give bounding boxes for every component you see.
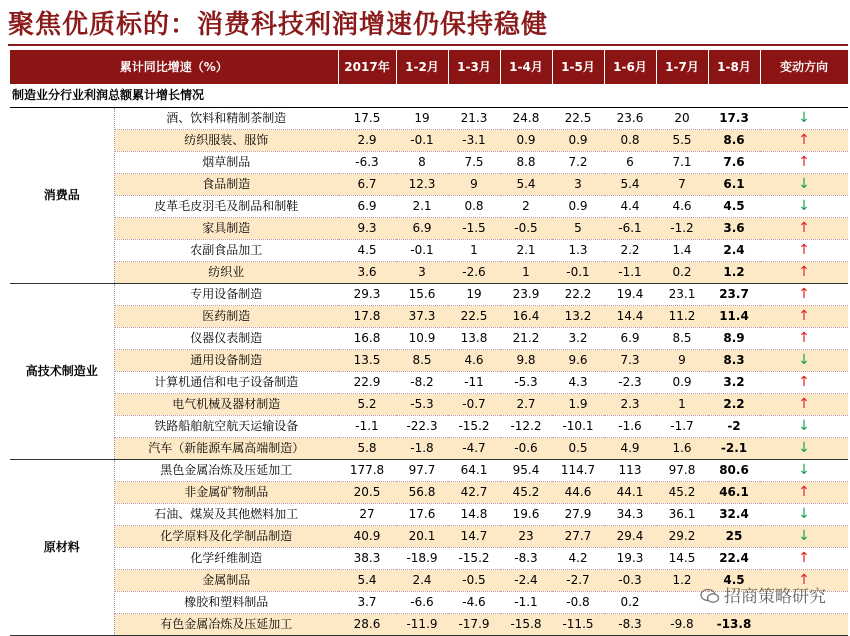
value-cell: 7.2 xyxy=(552,152,604,174)
header-cell: 变动方向 xyxy=(760,50,848,84)
table-row xyxy=(10,504,848,526)
value-cell: -6.6 xyxy=(396,592,448,614)
value-cell: 5.8 xyxy=(338,438,396,460)
value-cell: 4.5 xyxy=(338,240,396,262)
value-cell: 23.1 xyxy=(656,284,708,306)
value-cell: 20 xyxy=(656,108,708,130)
value-cell: 13.8 xyxy=(448,328,500,350)
value-cell: 177.8 xyxy=(338,460,396,482)
value-cell: 40.9 xyxy=(338,526,396,548)
value-cell: 1 xyxy=(656,394,708,416)
value-cell: 114.7 xyxy=(552,460,604,482)
value-cell: -1.1 xyxy=(500,592,552,614)
wechat-icon xyxy=(700,588,720,604)
industry-name: 医药制造 xyxy=(114,306,338,328)
arrow-up-icon: ↑ xyxy=(760,372,848,394)
industry-name: 计算机通信和电子设备制造 xyxy=(114,372,338,394)
value-cell: 9.3 xyxy=(338,218,396,240)
table-row xyxy=(10,614,848,636)
industry-name: 化学原料及化学制品制造 xyxy=(114,526,338,548)
value-cell: 16.8 xyxy=(338,328,396,350)
value-cell: 9 xyxy=(448,174,500,196)
value-cell: 6.9 xyxy=(338,196,396,218)
value-cell: 29.4 xyxy=(604,526,656,548)
value-cell: 3.2 xyxy=(552,328,604,350)
value-cell: -1.1 xyxy=(338,416,396,438)
value-cell: -5.3 xyxy=(500,372,552,394)
value-cell: -22.3 xyxy=(396,416,448,438)
header-cell: 1-5月 xyxy=(552,50,604,84)
value-cell: 25 xyxy=(708,526,760,548)
value-cell: -12.2 xyxy=(500,416,552,438)
value-cell: 38.3 xyxy=(338,548,396,570)
industry-name: 化学纤维制造 xyxy=(114,548,338,570)
arrow-down-icon: ↓ xyxy=(760,350,848,372)
value-cell: -0.5 xyxy=(448,570,500,592)
value-cell: -18.9 xyxy=(396,548,448,570)
value-cell: 1.2 xyxy=(656,570,708,592)
value-cell: 12.3 xyxy=(396,174,448,196)
value-cell: -2.4 xyxy=(500,570,552,592)
value-cell: 6 xyxy=(604,152,656,174)
value-cell: 21.2 xyxy=(500,328,552,350)
value-cell: 22.4 xyxy=(708,548,760,570)
header-cell: 1-4月 xyxy=(500,50,552,84)
value-cell: 32.4 xyxy=(708,504,760,526)
value-cell: 2.1 xyxy=(396,196,448,218)
value-cell: -6.1 xyxy=(604,218,656,240)
value-cell: -4.6 xyxy=(448,592,500,614)
arrow-up-icon: ↑ xyxy=(760,548,848,570)
value-cell: 7.6 xyxy=(708,152,760,174)
arrow-down-icon: ↓ xyxy=(760,174,848,196)
value-cell: -2.6 xyxy=(448,262,500,284)
table-row xyxy=(10,130,848,152)
table-row xyxy=(10,394,848,416)
value-cell: 3 xyxy=(396,262,448,284)
value-cell: 0.9 xyxy=(552,130,604,152)
value-cell: -13.8 xyxy=(708,614,760,636)
value-cell: 23 xyxy=(500,526,552,548)
arrow-up-icon: ↑ xyxy=(760,482,848,504)
value-cell: 0.9 xyxy=(552,196,604,218)
table-row xyxy=(10,108,848,130)
value-cell: 8.3 xyxy=(708,350,760,372)
value-cell: 45.2 xyxy=(500,482,552,504)
value-cell: 4.5 xyxy=(708,196,760,218)
value-cell: 4.6 xyxy=(656,196,708,218)
value-cell: 19.4 xyxy=(604,284,656,306)
value-cell: -1.5 xyxy=(448,218,500,240)
value-cell: 10.9 xyxy=(396,328,448,350)
arrow-down-icon xyxy=(760,614,848,636)
value-cell: -1.7 xyxy=(656,416,708,438)
header-cell: 累计同比增速（%） xyxy=(10,50,338,84)
group-label: 原材料 xyxy=(10,460,114,636)
value-cell: 45.2 xyxy=(656,482,708,504)
value-cell: 27 xyxy=(338,504,396,526)
value-cell: 0.2 xyxy=(656,262,708,284)
table-row xyxy=(10,262,848,284)
value-cell: -8.2 xyxy=(396,372,448,394)
industry-name: 仪器仪表制造 xyxy=(114,328,338,350)
value-cell: 5.4 xyxy=(338,570,396,592)
value-cell: 9 xyxy=(656,350,708,372)
value-cell: 2.7 xyxy=(500,394,552,416)
value-cell: 44.6 xyxy=(552,482,604,504)
header-cell: 2017年 xyxy=(338,50,396,84)
value-cell: 14.5 xyxy=(656,548,708,570)
value-cell: 34.3 xyxy=(604,504,656,526)
industry-name: 黑色金属冶炼及压延加工 xyxy=(114,460,338,482)
arrow-down-icon: ↓ xyxy=(760,196,848,218)
industry-name: 纺织服装、服饰 xyxy=(114,130,338,152)
value-cell: 5.4 xyxy=(604,174,656,196)
value-cell: 7.1 xyxy=(656,152,708,174)
table-row xyxy=(10,460,848,482)
value-cell: 27.9 xyxy=(552,504,604,526)
value-cell: 1.9 xyxy=(552,394,604,416)
arrow-up-icon: ↑ xyxy=(760,306,848,328)
value-cell: 22.2 xyxy=(552,284,604,306)
value-cell: 1.2 xyxy=(708,262,760,284)
value-cell: 1 xyxy=(500,262,552,284)
value-cell: 1.3 xyxy=(552,240,604,262)
value-cell: 5.5 xyxy=(656,130,708,152)
value-cell: 17.6 xyxy=(396,504,448,526)
value-cell: 7 xyxy=(656,174,708,196)
value-cell: -0.1 xyxy=(396,240,448,262)
value-cell: 0.8 xyxy=(604,130,656,152)
value-cell: 29.3 xyxy=(338,284,396,306)
value-cell: 7.5 xyxy=(448,152,500,174)
value-cell: 97.7 xyxy=(396,460,448,482)
value-cell: 13.5 xyxy=(338,350,396,372)
table-row xyxy=(10,196,848,218)
title-divider xyxy=(8,44,848,46)
value-cell: 44.1 xyxy=(604,482,656,504)
arrow-up-icon: ↑ xyxy=(760,152,848,174)
value-cell: 20.5 xyxy=(338,482,396,504)
value-cell: 6.7 xyxy=(338,174,396,196)
value-cell: -6.3 xyxy=(338,152,396,174)
value-cell: 4.9 xyxy=(604,438,656,460)
value-cell: -11 xyxy=(448,372,500,394)
arrow-up-icon: ↑ xyxy=(760,328,848,350)
group-label: 消费品 xyxy=(10,108,114,284)
arrow-up-icon: ↑ xyxy=(760,218,848,240)
value-cell: -0.5 xyxy=(500,218,552,240)
value-cell: -2 xyxy=(708,416,760,438)
value-cell: 22.5 xyxy=(552,108,604,130)
value-cell: -2.1 xyxy=(708,438,760,460)
value-cell: 4.4 xyxy=(604,196,656,218)
table-row xyxy=(10,218,848,240)
section-row xyxy=(10,84,848,108)
table-row xyxy=(10,350,848,372)
value-cell: -8.3 xyxy=(604,614,656,636)
industry-name: 酒、饮料和精制茶制造 xyxy=(114,108,338,130)
value-cell: 2.9 xyxy=(338,130,396,152)
value-cell: 15.6 xyxy=(396,284,448,306)
table-row xyxy=(10,416,848,438)
industry-name: 农副食品加工 xyxy=(114,240,338,262)
industry-name: 专用设备制造 xyxy=(114,284,338,306)
group-label: 高技术制造业 xyxy=(10,284,114,460)
value-cell: 3.6 xyxy=(708,218,760,240)
industry-name: 食品制造 xyxy=(114,174,338,196)
value-cell: 2.3 xyxy=(604,394,656,416)
value-cell: 4.6 xyxy=(448,350,500,372)
table-row xyxy=(10,328,848,350)
value-cell: -2.7 xyxy=(552,570,604,592)
value-cell: 8.5 xyxy=(656,328,708,350)
header-cell: 1-3月 xyxy=(448,50,500,84)
page-title: 聚焦优质标的：消费科技利润增速仍保持稳健 xyxy=(8,10,549,40)
header-row xyxy=(10,50,848,84)
value-cell: 2.2 xyxy=(708,394,760,416)
value-cell: -1.6 xyxy=(604,416,656,438)
value-cell: -9.8 xyxy=(656,614,708,636)
value-cell: 2.4 xyxy=(708,240,760,262)
value-cell: 8.9 xyxy=(708,328,760,350)
value-cell: -1.8 xyxy=(396,438,448,460)
value-cell: -4.7 xyxy=(448,438,500,460)
value-cell: 8.8 xyxy=(500,152,552,174)
value-cell: 1.4 xyxy=(656,240,708,262)
industry-name: 汽车（新能源车属高端制造） xyxy=(114,438,338,460)
value-cell: -0.7 xyxy=(448,394,500,416)
value-cell: -8.3 xyxy=(500,548,552,570)
value-cell: 1.6 xyxy=(656,438,708,460)
value-cell: 97.8 xyxy=(656,460,708,482)
arrow-down-icon: ↓ xyxy=(760,438,848,460)
value-cell: -3.1 xyxy=(448,130,500,152)
value-cell: -0.6 xyxy=(500,438,552,460)
value-cell: 4.2 xyxy=(552,548,604,570)
value-cell: -11.9 xyxy=(396,614,448,636)
value-cell: -15.2 xyxy=(448,548,500,570)
value-cell: 27.7 xyxy=(552,526,604,548)
value-cell: 113 xyxy=(604,460,656,482)
value-cell: 14.4 xyxy=(604,306,656,328)
value-cell: -10.1 xyxy=(552,416,604,438)
table-row xyxy=(10,174,848,196)
arrow-up-icon: ↑ xyxy=(760,284,848,306)
value-cell: 56.8 xyxy=(396,482,448,504)
table-row xyxy=(10,438,848,460)
arrow-up-icon: ↑ xyxy=(760,240,848,262)
value-cell: -17.9 xyxy=(448,614,500,636)
value-cell: 19 xyxy=(396,108,448,130)
watermark-text: 招商策略研究 xyxy=(724,587,826,607)
value-cell: 17.5 xyxy=(338,108,396,130)
value-cell: 3.2 xyxy=(708,372,760,394)
arrow-down-icon: ↓ xyxy=(760,416,848,438)
value-cell: 4.5 xyxy=(708,570,760,592)
value-cell: 5 xyxy=(552,218,604,240)
table-row xyxy=(10,526,848,548)
value-cell: -15.2 xyxy=(448,416,500,438)
arrow-down-icon: ↓ xyxy=(760,526,848,548)
value-cell: -0.1 xyxy=(396,130,448,152)
industry-name: 通用设备制造 xyxy=(114,350,338,372)
value-cell: 22.5 xyxy=(448,306,500,328)
value-cell: 95.4 xyxy=(500,460,552,482)
watermark xyxy=(700,582,826,607)
header-cell: 1-2月 xyxy=(396,50,448,84)
profit-growth-table xyxy=(10,50,849,636)
value-cell: 2 xyxy=(500,196,552,218)
value-cell: 4.3 xyxy=(552,372,604,394)
value-cell: 14.7 xyxy=(448,526,500,548)
table-row xyxy=(10,152,848,174)
value-cell: 19.3 xyxy=(604,548,656,570)
value-cell: -2.3 xyxy=(604,372,656,394)
value-cell: 21.3 xyxy=(448,108,500,130)
value-cell: -5.3 xyxy=(396,394,448,416)
value-cell: 11.2 xyxy=(656,306,708,328)
value-cell: 3 xyxy=(552,174,604,196)
value-cell: 37.3 xyxy=(396,306,448,328)
value-cell: 29.2 xyxy=(656,526,708,548)
value-cell: 2.1 xyxy=(500,240,552,262)
value-cell: 6.1 xyxy=(708,174,760,196)
industry-name: 非金属矿物制品 xyxy=(114,482,338,504)
value-cell: 0.5 xyxy=(552,438,604,460)
industry-name: 橡胶和塑料制品 xyxy=(114,592,338,614)
arrow-up-icon: ↑ xyxy=(760,394,848,416)
industry-name: 石油、煤炭及其他燃料加工 xyxy=(114,504,338,526)
value-cell: 16.4 xyxy=(500,306,552,328)
value-cell: 9.8 xyxy=(500,350,552,372)
table-row xyxy=(10,240,848,262)
table-row xyxy=(10,548,848,570)
arrow-down-icon: ↓ xyxy=(760,504,848,526)
value-cell: 6.9 xyxy=(396,218,448,240)
value-cell: -11.5 xyxy=(552,614,604,636)
value-cell: 7.3 xyxy=(604,350,656,372)
value-cell: -15.8 xyxy=(500,614,552,636)
value-cell: 20.1 xyxy=(396,526,448,548)
industry-name: 家具制造 xyxy=(114,218,338,240)
value-cell: 8 xyxy=(396,152,448,174)
value-cell: 80.6 xyxy=(708,460,760,482)
value-cell: 22.9 xyxy=(338,372,396,394)
value-cell: 17.3 xyxy=(708,108,760,130)
industry-name: 纺织业 xyxy=(114,262,338,284)
value-cell: 11.4 xyxy=(708,306,760,328)
value-cell: 23.7 xyxy=(708,284,760,306)
value-cell: 23.6 xyxy=(604,108,656,130)
industry-name: 有色金属冶炼及压延加工 xyxy=(114,614,338,636)
value-cell: 19.6 xyxy=(500,504,552,526)
value-cell: 3.6 xyxy=(338,262,396,284)
value-cell: 5.2 xyxy=(338,394,396,416)
value-cell: 8.5 xyxy=(396,350,448,372)
value-cell: 5.4 xyxy=(500,174,552,196)
value-cell: 0.9 xyxy=(656,372,708,394)
industry-name: 皮革毛皮羽毛及制品和制鞋 xyxy=(114,196,338,218)
value-cell: 14.8 xyxy=(448,504,500,526)
value-cell: -0.3 xyxy=(604,570,656,592)
header-cell: 1-8月 xyxy=(708,50,760,84)
arrow-up-icon: ↑ xyxy=(760,262,848,284)
value-cell: -1.1 xyxy=(604,262,656,284)
arrow-down-icon: ↓ xyxy=(760,460,848,482)
arrow-down-icon: ↓ xyxy=(760,108,848,130)
value-cell: -1.2 xyxy=(656,218,708,240)
section-label: 制造业分行业利润总额累计增长情况 xyxy=(10,84,848,108)
arrow-up-icon: ↑ xyxy=(760,130,848,152)
value-cell: 6.9 xyxy=(604,328,656,350)
value-cell: 2.2 xyxy=(604,240,656,262)
value-cell: 8.6 xyxy=(708,130,760,152)
value-cell: 9.6 xyxy=(552,350,604,372)
table-row xyxy=(10,372,848,394)
header-cell: 1-7月 xyxy=(656,50,708,84)
value-cell: 3.7 xyxy=(338,592,396,614)
arrow-up-icon: ↑ xyxy=(760,570,848,592)
value-cell: 0.9 xyxy=(500,130,552,152)
table-row xyxy=(10,482,848,504)
value-cell: 28.6 xyxy=(338,614,396,636)
header-cell: 1-6月 xyxy=(604,50,656,84)
value-cell: -0.8 xyxy=(552,592,604,614)
value-cell: 24.8 xyxy=(500,108,552,130)
value-cell: 2.4 xyxy=(396,570,448,592)
industry-name: 烟草制品 xyxy=(114,152,338,174)
value-cell: 1 xyxy=(448,240,500,262)
value-cell: 46.1 xyxy=(708,482,760,504)
industry-name: 铁路船舶航空航天运输设备 xyxy=(114,416,338,438)
value-cell: -0.1 xyxy=(552,262,604,284)
value-cell: 0.2 xyxy=(604,592,656,614)
value-cell: 23.9 xyxy=(500,284,552,306)
value-cell: 0.8 xyxy=(448,196,500,218)
value-cell: 42.7 xyxy=(448,482,500,504)
industry-name: 电气机械及器材制造 xyxy=(114,394,338,416)
value-cell: 13.2 xyxy=(552,306,604,328)
value-cell: 36.1 xyxy=(656,504,708,526)
value-cell: 64.1 xyxy=(448,460,500,482)
table-row xyxy=(10,306,848,328)
industry-name: 金属制品 xyxy=(114,570,338,592)
table-row xyxy=(10,284,848,306)
value-cell: 17.8 xyxy=(338,306,396,328)
value-cell: 19 xyxy=(448,284,500,306)
